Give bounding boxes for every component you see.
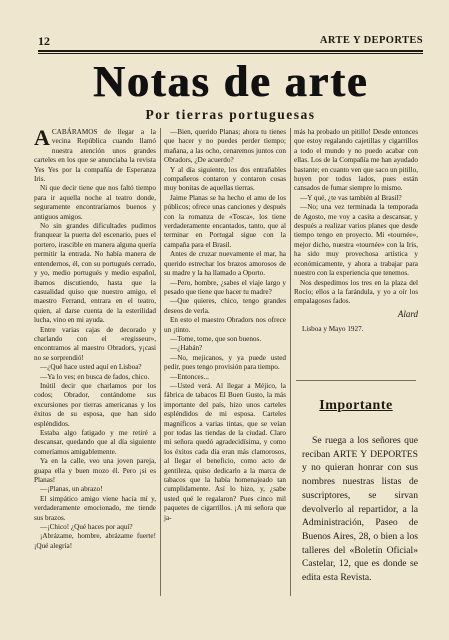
paragraph: —¡Chico! ¿Qué haces por aquí? [40,523,133,532]
paragraph: —Pero, hombre, ¿sabes el viaje largo y pesado que tiene que hacer tu madre? [164,278,286,296]
notice-text: Se ruega a los señores que reciban ARTE Y DEPORTES y no quieran honrar con sus nombres nuestras listas de suscriptores, se sirvan devolverlo al repartidor, a la Administración, Paseo de Buenos Aires, 28, o bien a los talleres del «Boletín Oficial» Castelar, 12, que es donde se edita esta Revista. [302,435,418,584]
paragraph: Entre varias cajas de decorado y charlando con el «regisseur», encontramos al maestro Obradors, y¡casi no se sorprendió! [34,325,156,362]
paragraph: —Bien, querido Planas; ahora tu tienes que hacer y no puedes perder tiempo; mañana, a las ocho, cenaremos juntos con Obradors, ¿De acuerdo? [164,128,286,165]
drop-cap: A [34,125,50,150]
paragraph: —Ya lo ves; en busca de fados, chico. [40,372,150,381]
magazine-name: ARTE Y DEPORTES [319,35,423,46]
paragraph: En esto el maestro Obradors nos ofrece un ¡tinto. [164,316,286,334]
paragraph: Estaba algo fatigado y me retiré a descansar, quedando que al día siguiente comeríamos amigablemente. [34,429,156,456]
paragraph: —Entonces... [170,372,209,381]
header-rule-thin [38,53,423,54]
paragraph: El simpático amigo viene hacia mí y, verdaderamente emocionado, me tiende sus brazos. [34,494,156,522]
paragraph: Ni que decir tiene que nos faltó tiempo para ir aquella noche al teatro donde, seguramente encontraríamos buenos y antiguos amigos. [34,184,156,221]
paragraph: —Tome, tome, que son buenos. [170,334,262,343]
notice-box [302,434,418,585]
paragraph: Jaime Planas se ha hecho el amo de los públicos; ofrece unas canciones y después con la romanza de «Tosca», los tiene verdaderamente encantados, tanto, que al terminar en Portugal sigue con la campaña para el Brasil. [164,193,286,249]
paragraph: —¡Planas, un abrazo! [40,485,103,494]
header-rule [38,50,423,52]
article-title: Notas de arte [92,57,369,106]
paragraph: más ha probado un pitillo! Desde entonces que estoy regalando cajetillas y cigarrillos a todo el mundo y no puedo acabar con ellas. Los de la Compañía me han ayudado bastante; en cuanto ven que saco un pitillo, huyen por todos lados, pues están cansados de fumar siempre lo mismo. [294,128,418,193]
notice-heading: Importante [319,398,393,413]
page-header [38,34,423,48]
article-column-3 [294,128,418,335]
lead-text: CABÁRAMOS de llegar a la vecina República cuando llamó nuestra atención unos grandes carteles en los que se anunciaba la revista Yes Yes por la compañía de Esperanza Iris. [34,128,156,184]
lead-paragraph [34,125,156,184]
paragraph: —¿Habán? [170,344,203,353]
paragraph: Antes de cruzar nuevamente el mar, ha querido estrechar los brazos amorosos de su madre y la ha llamado a Oporto. [164,250,286,278]
dateline: Lisboa y Mayo 1927. [302,325,364,334]
paragraph: ¡Abrázame, hombre, abrázame fuerte! ¡Qué alegría! [34,532,156,550]
paragraph: —¿Qué hace usted aquí en Lisboa? [40,363,142,372]
paragraph: Inútil decir que charlamos por los codos; Obrador, contándome sus excursiones por tierras americanas y los éxitos de su esposa, que han sido espléndidos. [34,381,156,428]
paragraph: Ya en la calle, veo una joven pareja, guapa ella y buen mozo él. Pero ¡si es Planas! [34,457,156,485]
article-column-1 [34,125,156,551]
paragraph: Y al día siguiente, los dos entrañables compañeros contaron y contaron cosas muy bonitas de aquellas tierras. [164,165,286,193]
author-signature: Alard [397,308,418,319]
section-divider [296,380,416,381]
paragraph: —No, mejicanos, y ya puede usted pedir, pues tengo provisión para tiempo. [164,353,286,372]
paragraph: No sin grandes dificultades pudimos franquear la puerta del escenario, pues el portero, irascible en manera alguna quería permitir la entrada. No había manera de entendernos, él, con su portugués cerrado, y yo, medio portugués y medio español, íbamos discutiendo, hasta que la casualidad quiso que nuestro amigo, el maestro Ferrand, entrara en el teatro, quien, al darse cuenta de la esterilidad lucha, vino en mi ayuda. [34,222,156,325]
paragraph: Nos despedimos los tres en la plaza del Rocío; ellos a la farándula, y yo a oír los empalagosos fados. [294,278,418,306]
article-subtitle: Por tierras portuguesas [145,107,316,122]
column-divider [160,128,161,596]
article-column-2 [164,128,286,523]
paragraph: —Usted verá. Al llegar a Méjico, la fábrica de tabacos El Buen Gusto, la más importante del país, hizo unos carteles espléndidos de mi esposa. Carteles magníficos a varias tintas, que se veían por todas las tiendas de la ciudad. Claro mi señora quedó agradecidísima, y como los éxitos cada día eran más clamorosos, al llegar el beneficio, como acto de gentileza, quiso dedicarlo a la marca de tabacos que la había homenajeado tan cumplidamente. Así lo hizo, y, ¿sabe usted qué le regalaron? Pues cinco mil paquetes de cigarrillos. ¡A mi señora que ja- [164,381,286,522]
page-number: 12 [38,34,50,48]
paragraph: —No; una vez terminada la temporada de Agosto, me voy a casita a descansar, y después a realizar varios planes que desde tiempo tengo en proyecto. Mi «tournée», mejor dicho, nuestra «tournée» con la Iris, ha sido muy provechosa artística y económicamente, y ahora a trabajar para nuestro con la experiencia que tenemos. [294,203,418,278]
column-divider [290,128,291,596]
paragraph: —Y qué, ¿te vas también al Brasil? [300,193,402,202]
paragraph: —Que quieres, chico, tengo grandes deseos de verla. [164,297,286,315]
